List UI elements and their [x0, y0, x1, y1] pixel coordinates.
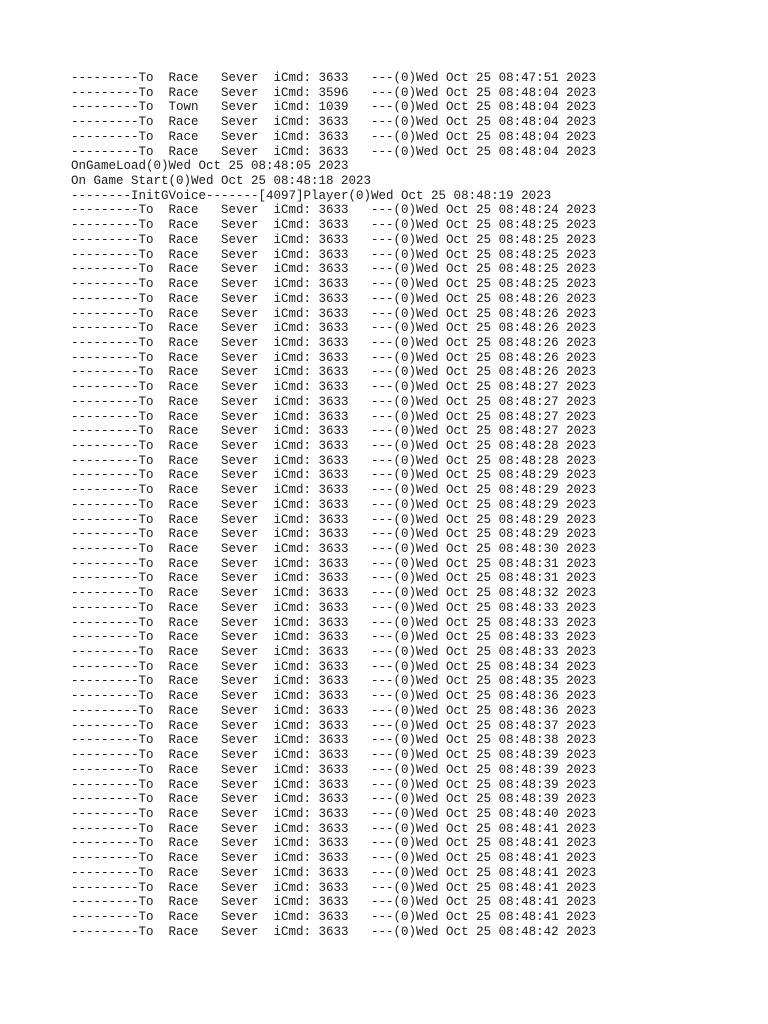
log-line: ---------To Race Sever iCmd: 3633 ---(0)Wed Oct 25 08:48:26 2023 — [71, 335, 597, 350]
log-line: ---------To Race Sever iCmd: 3633 ---(0)Wed Oct 25 08:48:25 2023 — [71, 247, 597, 262]
log-line: ---------To Race Sever iCmd: 3633 ---(0)Wed Oct 25 08:48:34 2023 — [71, 659, 597, 674]
log-line: ---------To Race Sever iCmd: 3633 ---(0)Wed Oct 25 08:48:39 2023 — [71, 748, 597, 763]
log-line: ---------To Race Sever iCmd: 3633 ---(0)Wed Oct 25 08:48:04 2023 — [71, 115, 597, 130]
log-line: ---------To Race Sever iCmd: 3633 ---(0)Wed Oct 25 08:48:29 2023 — [71, 497, 597, 512]
log-line: ---------To Race Sever iCmd: 3633 ---(0)Wed Oct 25 08:48:40 2023 — [71, 806, 597, 821]
log-line: ---------To Race Sever iCmd: 3633 ---(0)Wed Oct 25 08:48:39 2023 — [71, 792, 597, 807]
log-line: ---------To Race Sever iCmd: 3633 ---(0)Wed Oct 25 08:48:29 2023 — [71, 512, 597, 527]
log-line: ---------To Race Sever iCmd: 3633 ---(0)Wed Oct 25 08:48:33 2023 — [71, 645, 597, 660]
log-line: ---------To Race Sever iCmd: 3633 ---(0)Wed Oct 25 08:48:41 2023 — [71, 880, 597, 895]
log-line: ---------To Race Sever iCmd: 3633 ---(0)Wed Oct 25 08:48:28 2023 — [71, 438, 597, 453]
log-line: ---------To Race Sever iCmd: 3633 ---(0)Wed Oct 25 08:47:51 2023 — [71, 71, 597, 85]
log-line: ---------To Race Sever iCmd: 3633 ---(0)Wed Oct 25 08:48:33 2023 — [71, 600, 597, 615]
log-line: ---------To Race Sever iCmd: 3633 ---(0)Wed Oct 25 08:48:41 2023 — [71, 836, 597, 851]
log-line: ---------To Race Sever iCmd: 3633 ---(0)Wed Oct 25 08:48:25 2023 — [71, 232, 597, 247]
log-line: ---------To Race Sever iCmd: 3633 ---(0)Wed Oct 25 08:48:36 2023 — [71, 689, 597, 704]
log-line: ---------To Race Sever iCmd: 3633 ---(0)Wed Oct 25 08:48:27 2023 — [71, 424, 597, 439]
log-line: ---------To Race Sever iCmd: 3596 ---(0)Wed Oct 25 08:48:04 2023 — [71, 85, 597, 100]
log-line: ---------To Race Sever iCmd: 3633 ---(0)Wed Oct 25 08:48:28 2023 — [71, 453, 597, 468]
log-line: ---------To Race Sever iCmd: 3633 ---(0)Wed Oct 25 08:48:41 2023 — [71, 851, 597, 866]
log-line: ---------To Race Sever iCmd: 3633 ---(0)Wed Oct 25 08:48:26 2023 — [71, 365, 597, 380]
log-line: ---------To Race Sever iCmd: 3633 ---(0)Wed Oct 25 08:48:29 2023 — [71, 527, 597, 542]
log-line: ---------To Town Sever iCmd: 1039 ---(0)Wed Oct 25 08:48:04 2023 — [71, 100, 597, 115]
log-document — [71, 71, 596, 939]
log-line: ---------To Race Sever iCmd: 3633 ---(0)Wed Oct 25 08:48:25 2023 — [71, 277, 597, 292]
log-line: ---------To Race Sever iCmd: 3633 ---(0)Wed Oct 25 08:48:41 2023 — [71, 865, 597, 880]
log-line: ---------To Race Sever iCmd: 3633 ---(0)Wed Oct 25 08:48:30 2023 — [71, 542, 597, 556]
log-line: ---------To Race Sever iCmd: 3633 ---(0)Wed Oct 25 08:48:27 2023 — [71, 409, 597, 424]
log-line: ---------To Race Sever iCmd: 3633 ---(0)Wed Oct 25 08:48:36 2023 — [71, 703, 597, 718]
log-line: OnGameLoad(0)Wed Oct 25 08:48:05 2023 — [71, 159, 349, 174]
log-line: ---------To Race Sever iCmd: 3633 ---(0)Wed Oct 25 08:48:26 2023 — [71, 306, 597, 321]
log-line: ---------To Race Sever iCmd: 3633 ---(0)Wed Oct 25 08:48:27 2023 — [71, 394, 597, 409]
log-line: ---------To Race Sever iCmd: 3633 ---(0)Wed Oct 25 08:48:37 2023 — [71, 718, 597, 733]
log-line: ---------To Race Sever iCmd: 3633 ---(0)Wed Oct 25 08:48:26 2023 — [71, 321, 597, 336]
log-line: ---------To Race Sever iCmd: 3633 ---(0)Wed Oct 25 08:48:31 2023 — [71, 571, 597, 586]
log-line: ---------To Race Sever iCmd: 3633 ---(0)Wed Oct 25 08:48:35 2023 — [71, 674, 597, 689]
log-line: ---------To Race Sever iCmd: 3633 ---(0)Wed Oct 25 08:48:33 2023 — [71, 630, 597, 645]
log-line: ---------To Race Sever iCmd: 3633 ---(0)Wed Oct 25 08:48:27 2023 — [71, 380, 597, 395]
log-line: ---------To Race Sever iCmd: 3633 ---(0)Wed Oct 25 08:48:04 2023 — [71, 144, 597, 159]
log-line: ---------To Race Sever iCmd: 3633 ---(0)Wed Oct 25 08:48:26 2023 — [71, 350, 597, 365]
log-line: ---------To Race Sever iCmd: 3633 ---(0)Wed Oct 25 08:48:04 2023 — [71, 129, 597, 144]
log-line: ---------To Race Sever iCmd: 3633 ---(0)Wed Oct 25 08:48:39 2023 — [71, 762, 597, 777]
log-line: ---------To Race Sever iCmd: 3633 ---(0)Wed Oct 25 08:48:41 2023 — [71, 821, 597, 836]
log-line: ---------To Race Sever iCmd: 3633 ---(0)Wed Oct 25 08:48:33 2023 — [71, 615, 597, 630]
log-line: ---------To Race Sever iCmd: 3633 ---(0)Wed Oct 25 08:48:25 2023 — [71, 262, 597, 277]
log-line: --------InitGVoice-------[4097]Player(0)Wed Oct 25 08:48:19 2023 — [71, 188, 552, 203]
log-line: ---------To Race Sever iCmd: 3633 ---(0)Wed Oct 25 08:48:25 2023 — [71, 218, 597, 233]
log-line: ---------To Race Sever iCmd: 3633 ---(0)Wed Oct 25 08:48:29 2023 — [71, 468, 597, 483]
log-line: On Game Start(0)Wed Oct 25 08:48:18 2023 — [71, 174, 372, 189]
log-line: ---------To Race Sever iCmd: 3633 ---(0)Wed Oct 25 08:48:29 2023 — [71, 483, 597, 498]
log-line: ---------To Race Sever iCmd: 3633 ---(0)Wed Oct 25 08:48:41 2023 — [71, 909, 597, 924]
log-line: ---------To Race Sever iCmd: 3633 ---(0)Wed Oct 25 08:48:39 2023 — [71, 777, 597, 792]
log-line: ---------To Race Sever iCmd: 3633 ---(0)Wed Oct 25 08:48:38 2023 — [71, 733, 597, 748]
log-line: ---------To Race Sever iCmd: 3633 ---(0)Wed Oct 25 08:48:41 2023 — [71, 895, 597, 910]
log-line: ---------To Race Sever iCmd: 3633 ---(0)Wed Oct 25 08:48:32 2023 — [71, 586, 597, 601]
log-line: ---------To Race Sever iCmd: 3633 ---(0)Wed Oct 25 08:48:24 2023 — [71, 203, 597, 218]
log-line: ---------To Race Sever iCmd: 3633 ---(0)Wed Oct 25 08:48:31 2023 — [71, 556, 597, 571]
log-line: ---------To Race Sever iCmd: 3633 ---(0)Wed Oct 25 08:48:42 2023 — [71, 924, 597, 939]
log-line: ---------To Race Sever iCmd: 3633 ---(0)Wed Oct 25 08:48:26 2023 — [71, 291, 597, 306]
